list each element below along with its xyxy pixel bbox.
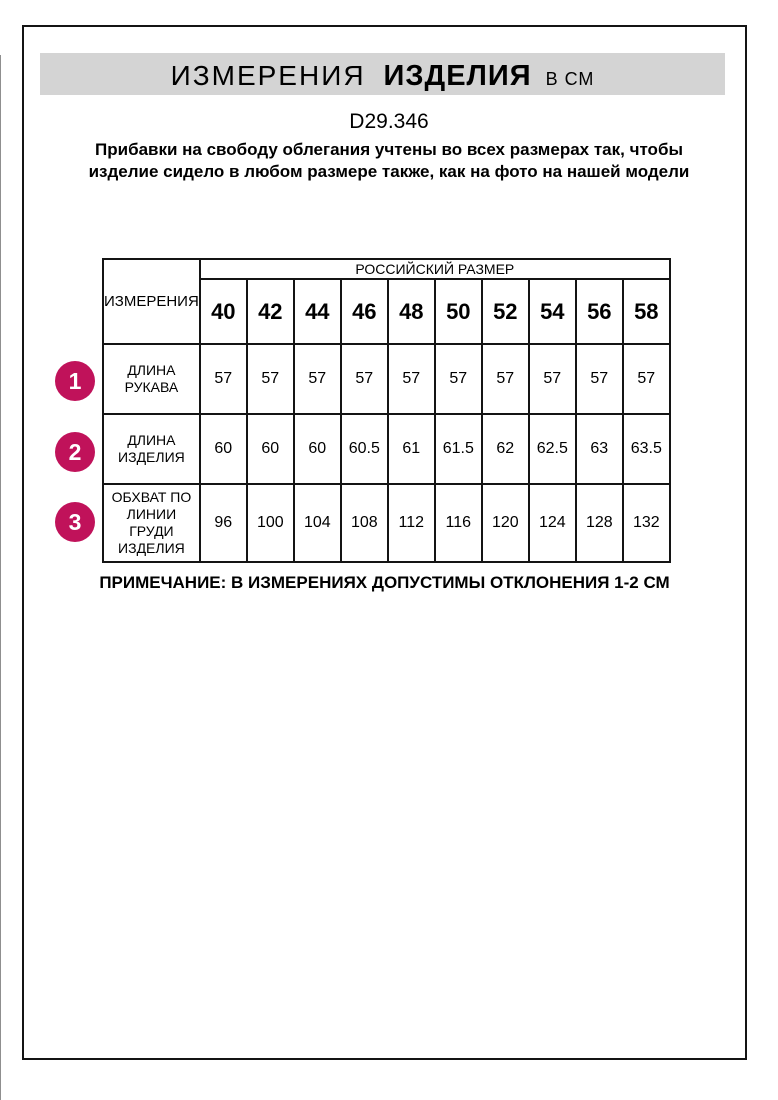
size-header-48: 48 — [388, 279, 435, 344]
value-r2-size58: 63.5 — [623, 414, 670, 484]
size-header-54: 54 — [529, 279, 576, 344]
table-row-2 — [103, 414, 670, 484]
page-title-word2: ИЗДЕЛИЯ — [383, 60, 532, 92]
value-r1-size50: 57 — [435, 344, 482, 414]
size-header-46: 46 — [341, 279, 388, 344]
value-r2-size52: 62 — [482, 414, 529, 484]
value-r1-size58: 57 — [623, 344, 670, 414]
value-r2-size40: 60 — [200, 414, 247, 484]
value-r1-size46: 57 — [341, 344, 388, 414]
value-r2-size44: 60 — [294, 414, 341, 484]
size-table-body — [103, 344, 670, 562]
value-r2-size42: 60 — [247, 414, 294, 484]
value-r1-size52: 57 — [482, 344, 529, 414]
value-r3-size46: 108 — [341, 484, 388, 562]
scan-edge-line — [0, 55, 1, 1100]
value-r3-size42: 100 — [247, 484, 294, 562]
value-r1-size42: 57 — [247, 344, 294, 414]
table-row-3 — [103, 484, 670, 562]
page-title-unit: В СМ — [545, 69, 595, 89]
value-r1-size48: 57 — [388, 344, 435, 414]
value-r1-size56: 57 — [576, 344, 623, 414]
value-r3-size52: 120 — [482, 484, 529, 562]
value-r2-size54: 62.5 — [529, 414, 576, 484]
value-r1-size44: 57 — [294, 344, 341, 414]
size-header-40: 40 — [200, 279, 247, 344]
value-r3-size48: 112 — [388, 484, 435, 562]
value-r3-size44: 104 — [294, 484, 341, 562]
size-header-42: 42 — [247, 279, 294, 344]
size-table — [102, 258, 671, 563]
value-r2-size56: 63 — [576, 414, 623, 484]
size-header-56: 56 — [576, 279, 623, 344]
value-r3-size58: 132 — [623, 484, 670, 562]
value-r1-size54: 57 — [529, 344, 576, 414]
row-label-3: ОБХВАТ ПО ЛИНИИ ГРУДИ ИЗДЕЛИЯ — [103, 484, 200, 562]
note-text: ПРИМЕЧАНИЕ: В ИЗМЕРЕНИЯХ ДОПУСТИМЫ ОТКЛОНЕНИЯ 1-2 СМ — [99, 573, 670, 592]
row-number-badge-2: 2 — [55, 432, 95, 472]
row-label-1: ДЛИНА РУКАВА — [103, 344, 200, 414]
row-number-badge-1: 1 — [55, 361, 95, 401]
title-bar — [40, 53, 725, 95]
row-number-badge-3: 3 — [55, 502, 95, 542]
size-header-58: 58 — [623, 279, 670, 344]
table-corner-header: ИЗМЕРЕНИЯ — [103, 259, 200, 344]
article-number: D29.346 — [349, 110, 429, 133]
value-r3-size54: 124 — [529, 484, 576, 562]
size-header-52: 52 — [482, 279, 529, 344]
value-r2-size50: 61.5 — [435, 414, 482, 484]
value-r3-size50: 116 — [435, 484, 482, 562]
table-group-header-row — [103, 259, 670, 279]
size-header-44: 44 — [294, 279, 341, 344]
intro-paragraph: Прибавки на свободу облегания учтены во всех размерах так, чтобы изделие сидело в любом размере также, как на фото на нашей модели — [88, 140, 690, 181]
size-table-head — [103, 259, 670, 344]
value-r3-size40: 96 — [200, 484, 247, 562]
size-group-header: РОССИЙСКИЙ РАЗМЕР — [200, 259, 670, 279]
value-r1-size40: 57 — [200, 344, 247, 414]
page-title-word1: ИЗМЕРЕНИЯ — [170, 60, 366, 91]
table-row-1 — [103, 344, 670, 414]
value-r2-size46: 60.5 — [341, 414, 388, 484]
size-header-50: 50 — [435, 279, 482, 344]
value-r2-size48: 61 — [388, 414, 435, 484]
row-label-2: ДЛИНА ИЗДЕЛИЯ — [103, 414, 200, 484]
value-r3-size56: 128 — [576, 484, 623, 562]
